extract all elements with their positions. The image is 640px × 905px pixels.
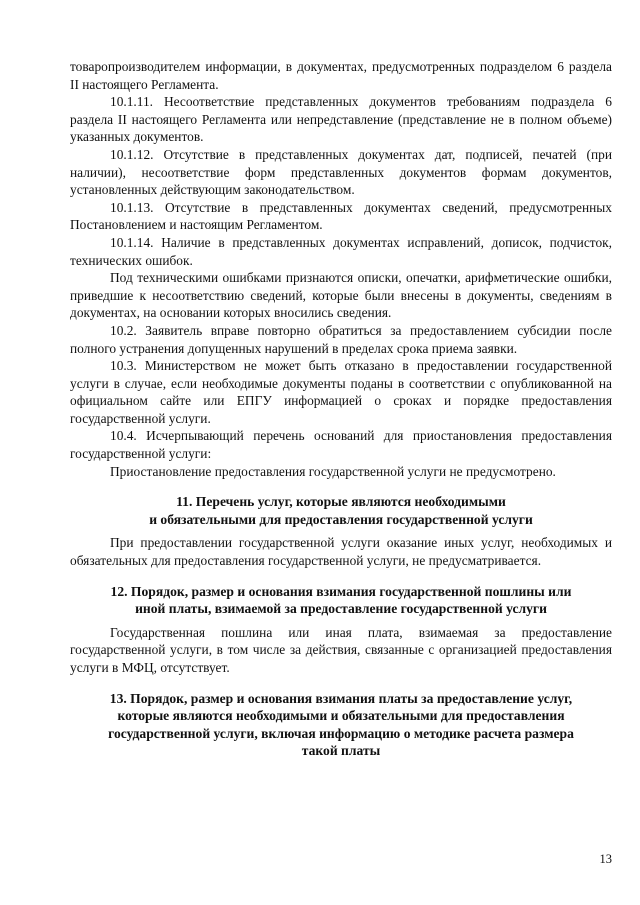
paragraph: 10.4. Исчерпывающий перечень оснований для приостановления предоставления государственной услуги: bbox=[70, 428, 612, 462]
paragraph: 10.1.13. Отсутствие в представленных документах сведений, предусмотренных Постановлением и настоящим Регламентом. bbox=[70, 199, 612, 233]
section-11-heading-line-1: 11. Перечень услуг, которые являются необходимыми bbox=[176, 494, 506, 510]
section-11-body: При предоставлении государственной услуги оказание иных услуг, необходимых и обязательных для предоставления государственной услуги, не предусматривается. bbox=[70, 535, 612, 569]
section-13-heading-line-3: государственной услуги, включая информацию о методике расчета размера bbox=[108, 725, 574, 741]
page-number: 13 bbox=[599, 852, 612, 866]
section-13-heading-line-2: которые являются необходимыми и обязательными для предоставления bbox=[117, 708, 565, 724]
section-13-heading-line-1: 13. Порядок, размер и основания взимания платы за предоставление услуг, bbox=[109, 690, 573, 706]
section-12-heading-line-2: иной платы, взимаемой за предоставление государственной услуги bbox=[135, 601, 547, 617]
section-13-heading-line-4: такой платы bbox=[301, 743, 381, 759]
section-12-heading bbox=[70, 583, 612, 618]
paragraph: товаропроизводителем информации, в документах, предусмотренных подразделом 6 раздела II настоящего Регламента. bbox=[70, 59, 612, 92]
section-13-heading bbox=[70, 690, 612, 760]
section-11-heading-line-2: и обязательными для предоставления государственной услуги bbox=[149, 511, 533, 527]
paragraph: 10.3. Министерством не может быть отказано в предоставлении государственной услуги в случае, если необходимые документы поданы в соответствии с опубликованной на официальном сайте или ЕПГУ информацией о сроках и порядке предоставления государственной услуги. bbox=[70, 358, 612, 426]
section-11-heading bbox=[70, 493, 612, 528]
document-page bbox=[70, 58, 612, 766]
paragraph: Приостановление предоставления государственной услуги не предусмотрено. bbox=[110, 463, 556, 479]
paragraphs-top bbox=[70, 58, 612, 480]
section-12-body: Государственная пошлина или иная плата, взимаемая за предоставление государственной услуги, в том числе за действия, связанные с организацией предоставления услуги в МФЦ, отсутствует. bbox=[70, 624, 612, 675]
paragraph: 10.2. Заявитель вправе повторно обратиться за предоставлением субсидии после полного устранения допущенных нарушений в пределах срока приема заявки. bbox=[70, 322, 612, 356]
paragraph: 10.1.12. Отсутствие в представленных документах дат, подписей, печатей (при наличии), несоответствие форм представленных документов формам документов, установленных действующим законодательством. bbox=[70, 146, 612, 198]
paragraph: 10.1.11. Несоответствие представленных документов требованиям подраздела 6 раздела II настоящего Регламента или непредставление (представление не в полном объеме) указанных документов. bbox=[70, 94, 612, 145]
paragraph: Под техническими ошибками признаются описки, опечатки, арифметические ошибки, приведшие к несоответствию сведений, которые были внесены в документы, сведениям в документах, на основании которых вносились сведения. bbox=[70, 270, 612, 321]
section-12-heading-line-1: 12. Порядок, размер и основания взимания государственной пошлины или bbox=[110, 583, 572, 599]
paragraph: 10.1.14. Наличие в представленных документах исправлений, дописок, подчисток, технических ошибок. bbox=[70, 234, 612, 268]
